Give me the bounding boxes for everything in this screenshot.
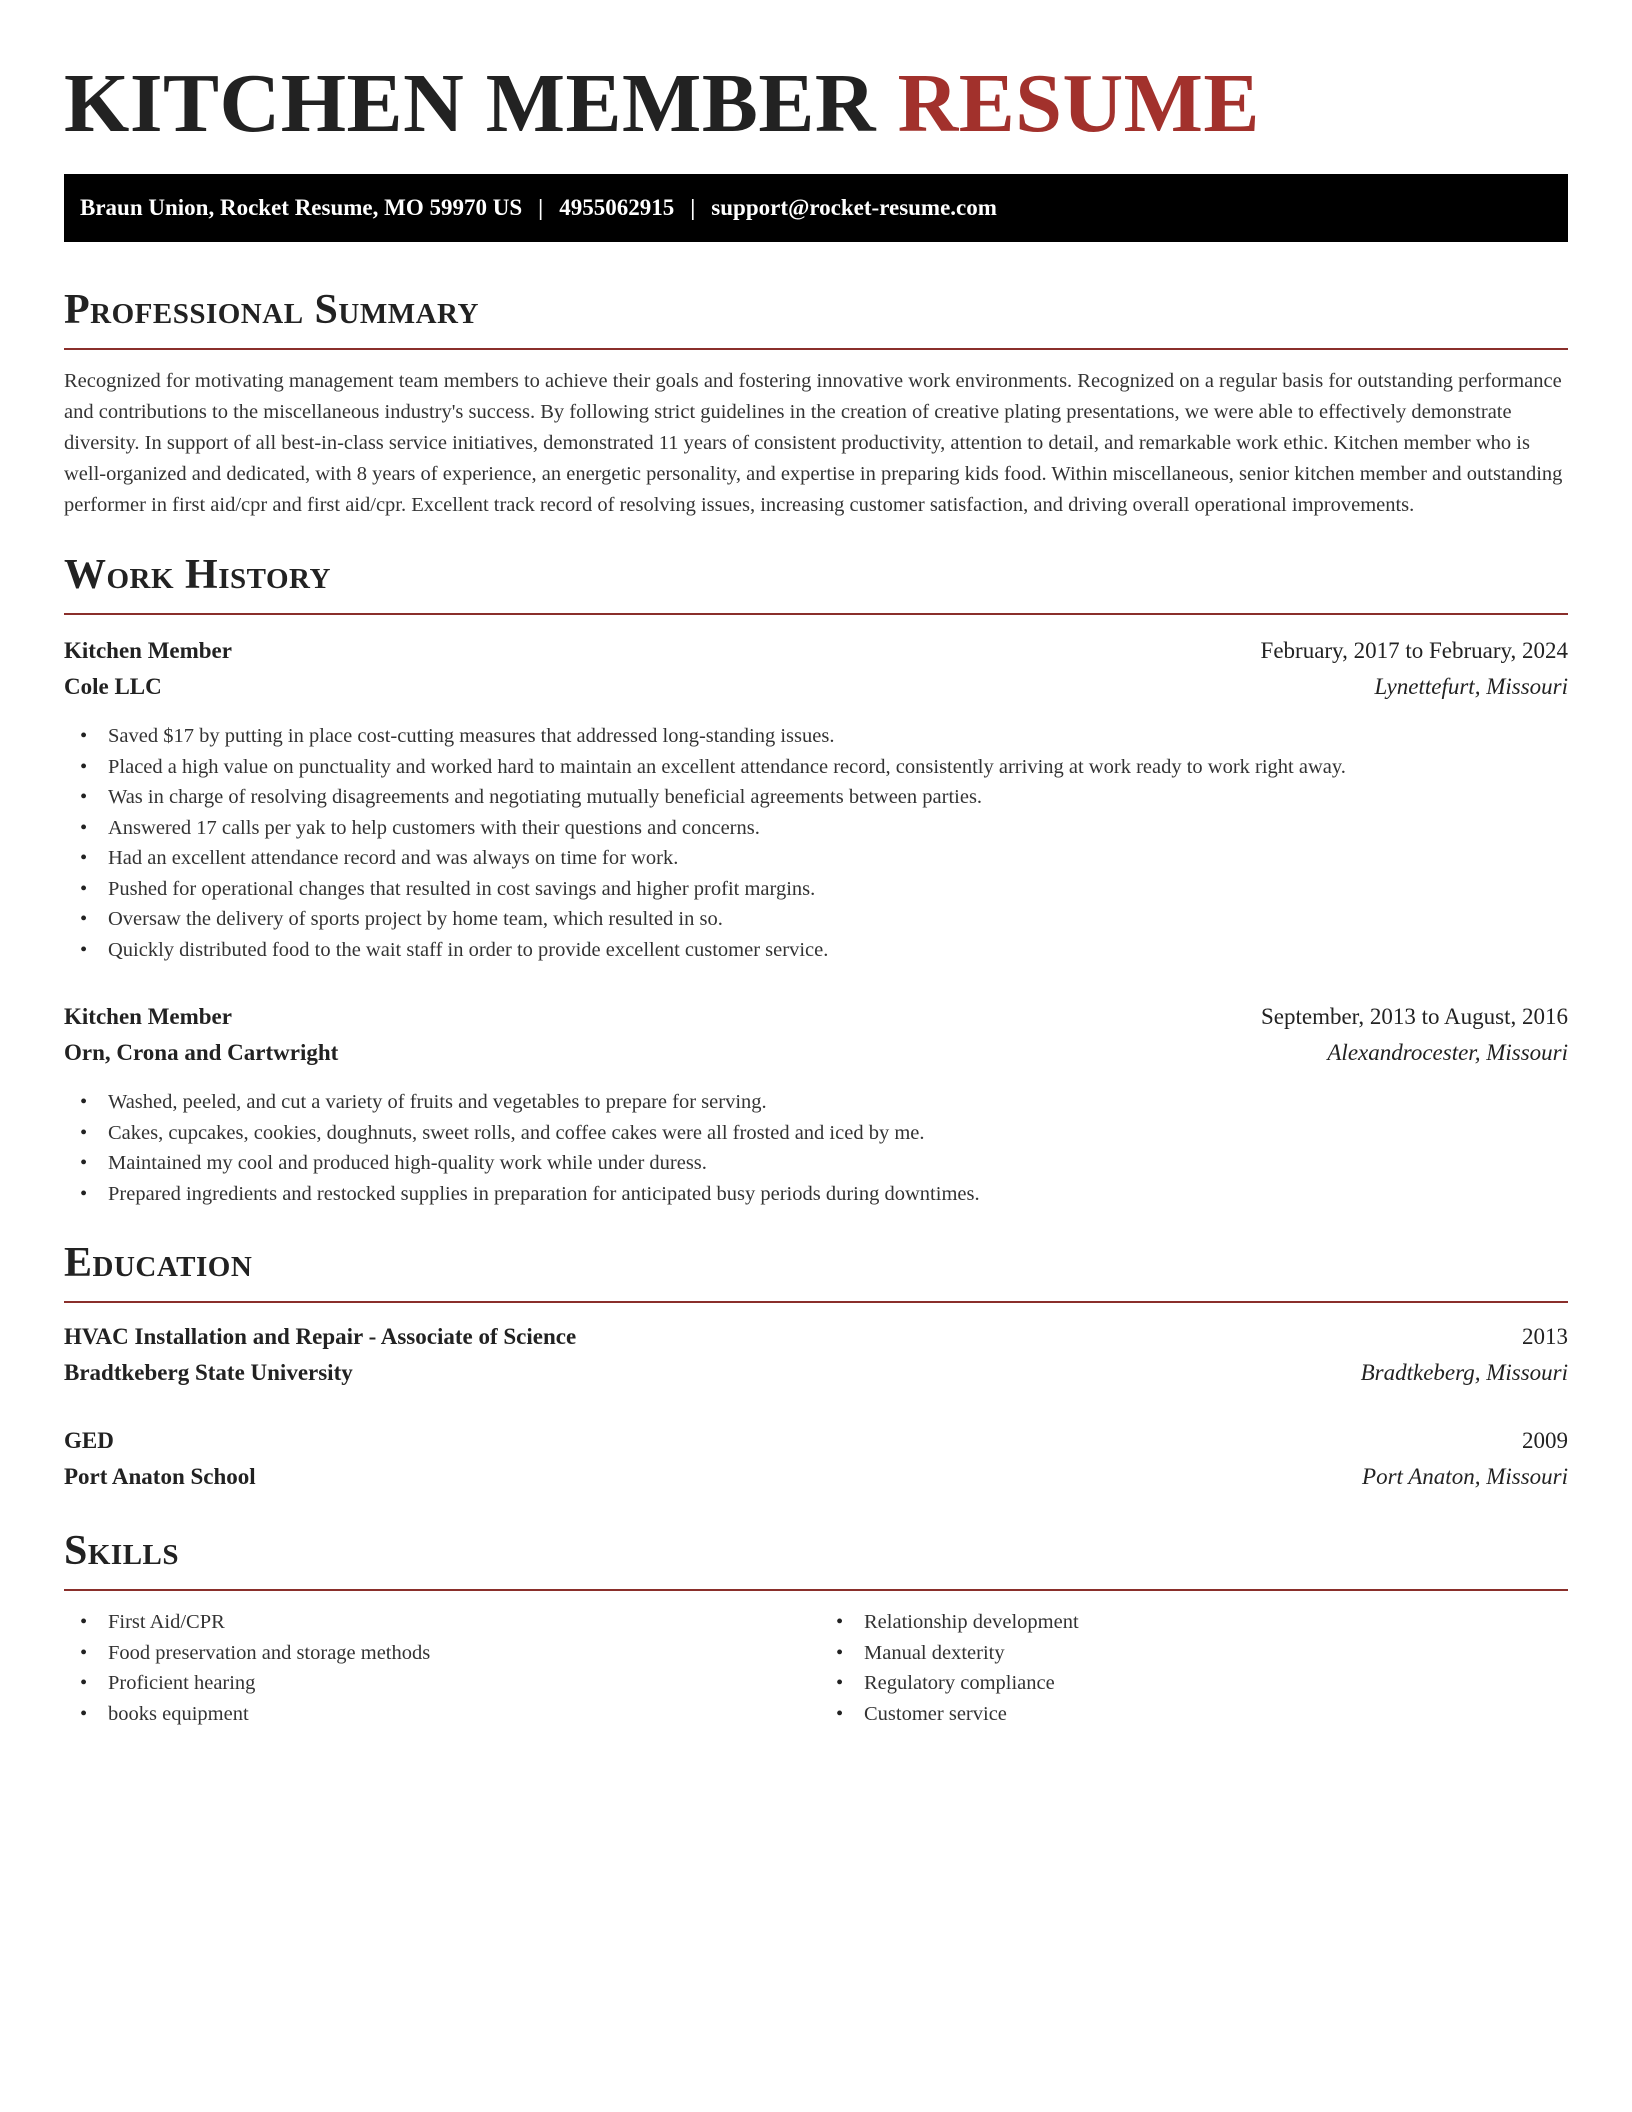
resume-title (64, 56, 1568, 152)
education-entry (64, 1319, 1568, 1391)
skills-column-left (64, 1607, 812, 1729)
contact-address: Braun Union, Rocket Resume, MO 59970 US (80, 195, 523, 220)
job-header-row (64, 999, 1568, 1035)
skills-grid (64, 1607, 1568, 1729)
education-school-row (64, 1355, 1568, 1391)
job-title: Kitchen Member (64, 1004, 232, 1029)
job-bullet: • Oversaw the delivery of sports project by home team, which resulted in so. (80, 904, 1568, 935)
education-school-row (64, 1459, 1568, 1495)
job-company: Cole LLC (64, 674, 162, 699)
section-divider (64, 1589, 1568, 1591)
skill-item: • Relationship development (836, 1607, 1568, 1638)
job-bullet: • Pushed for operational changes that resulted in cost savings and higher profit margins. (80, 874, 1568, 905)
job-dates: September, 2013 to August, 2016 (1260, 1004, 1568, 1029)
contact-email: support@rocket-resume.com (711, 195, 997, 220)
education-year: 2009 (1522, 1428, 1568, 1453)
education-entry (64, 1423, 1568, 1495)
education-location: Port Anaton, Missouri (1362, 1464, 1568, 1489)
skills-heading: Skills (64, 1528, 180, 1574)
job-bullet: • Prepared ingredients and restocked supplies in preparation for anticipated busy periods during downtimes. (80, 1179, 1568, 1210)
resume-title-main: KITCHEN MEMBER (64, 57, 877, 150)
job-location: Lynettefurt, Missouri (1374, 674, 1568, 699)
job-bullet: • Placed a high value on punctuality and worked hard to maintain an excellent attendance record, consistently arriving at work ready to work right away. (80, 752, 1568, 783)
job-bullets (64, 721, 1568, 965)
contact-phone: 4955062915 (559, 195, 675, 220)
work-history-heading: Work History (64, 552, 331, 598)
contact-separator: | (690, 195, 696, 220)
summary-text: Recognized for motivating management team members to achieve their goals and fostering innovative work environments. Recognized on a regular basis for outstanding performance and contributions to the miscellaneous industry's success. By following strict guidelines in the creation of creative plating presentations, we were able to effectively demonstrate diversity. In support of all best-in-class service initiatives, demonstrated 11 years of consistent productivity, attention to detail, and remarkable work ethic. Kitchen member who is well-organized and dedicated, with 8 years of experience, an energetic personality, and expertise in preparing kids food. Within miscellaneous, senior kitchen member and outstanding performer in first aid/cpr and first aid/cpr. Excellent track record of resolving issues, increasing customer satisfaction, and driving overall operational improvements. (64, 370, 1563, 516)
education-school: Bradtkeberg State University (64, 1360, 353, 1385)
job-entry (64, 633, 1568, 965)
job-header-row (64, 633, 1568, 669)
section-divider (64, 1301, 1568, 1303)
job-entry (64, 999, 1568, 1209)
job-bullet: • Answered 17 calls per yak to help customers with their questions and concerns. (80, 813, 1568, 844)
education-degree: GED (64, 1428, 114, 1453)
skill-item: • Proficient hearing (80, 1668, 812, 1699)
section-divider (64, 348, 1568, 350)
skill-item: • Food preservation and storage methods (80, 1638, 812, 1669)
job-bullet: • Was in charge of resolving disagreements and negotiating mutually beneficial agreements between parties. (80, 782, 1568, 813)
education-degree: HVAC Installation and Repair - Associate of Science (64, 1324, 577, 1349)
job-bullet: • Maintained my cool and produced high-quality work while under duress. (80, 1148, 1568, 1179)
resume-title-accent: RESUME (897, 57, 1260, 150)
skills-column-right (812, 1607, 1568, 1729)
job-location: Alexandrocester, Missouri (1327, 1040, 1568, 1065)
skill-item: • books equipment (80, 1699, 812, 1730)
education-heading: Education (64, 1240, 253, 1286)
job-bullet: • Quickly distributed food to the wait staff in order to provide excellent customer service. (80, 935, 1568, 966)
skill-item: • Customer service (836, 1699, 1568, 1730)
skill-item: • Regulatory compliance (836, 1668, 1568, 1699)
job-bullet: • Saved $17 by putting in place cost-cutting measures that addressed long-standing issues. (80, 721, 1568, 752)
job-bullet: • Had an excellent attendance record and was always on time for work. (80, 843, 1568, 874)
job-company-row (64, 1035, 1568, 1071)
contact-separator: | (538, 195, 544, 220)
education-school: Port Anaton School (64, 1464, 256, 1489)
job-company-row (64, 669, 1568, 705)
summary-heading: Professional Summary (64, 287, 479, 333)
education-location: Bradtkeberg, Missouri (1360, 1360, 1568, 1385)
job-title: Kitchen Member (64, 638, 232, 663)
job-bullet: • Washed, peeled, and cut a variety of fruits and vegetables to prepare for serving. (80, 1087, 1568, 1118)
job-dates: February, 2017 to February, 2024 (1260, 638, 1568, 663)
education-year: 2013 (1522, 1324, 1568, 1349)
skill-item: • Manual dexterity (836, 1638, 1568, 1669)
job-bullet: • Cakes, cupcakes, cookies, doughnuts, sweet rolls, and coffee cakes were all frosted and iced by me. (80, 1118, 1568, 1149)
job-company: Orn, Crona and Cartwright (64, 1040, 339, 1065)
contact-bar (64, 174, 1568, 242)
job-bullets (64, 1087, 1568, 1209)
skill-item: • First Aid/CPR (80, 1607, 812, 1638)
section-divider (64, 613, 1568, 615)
education-degree-row (64, 1423, 1568, 1459)
education-degree-row (64, 1319, 1568, 1355)
